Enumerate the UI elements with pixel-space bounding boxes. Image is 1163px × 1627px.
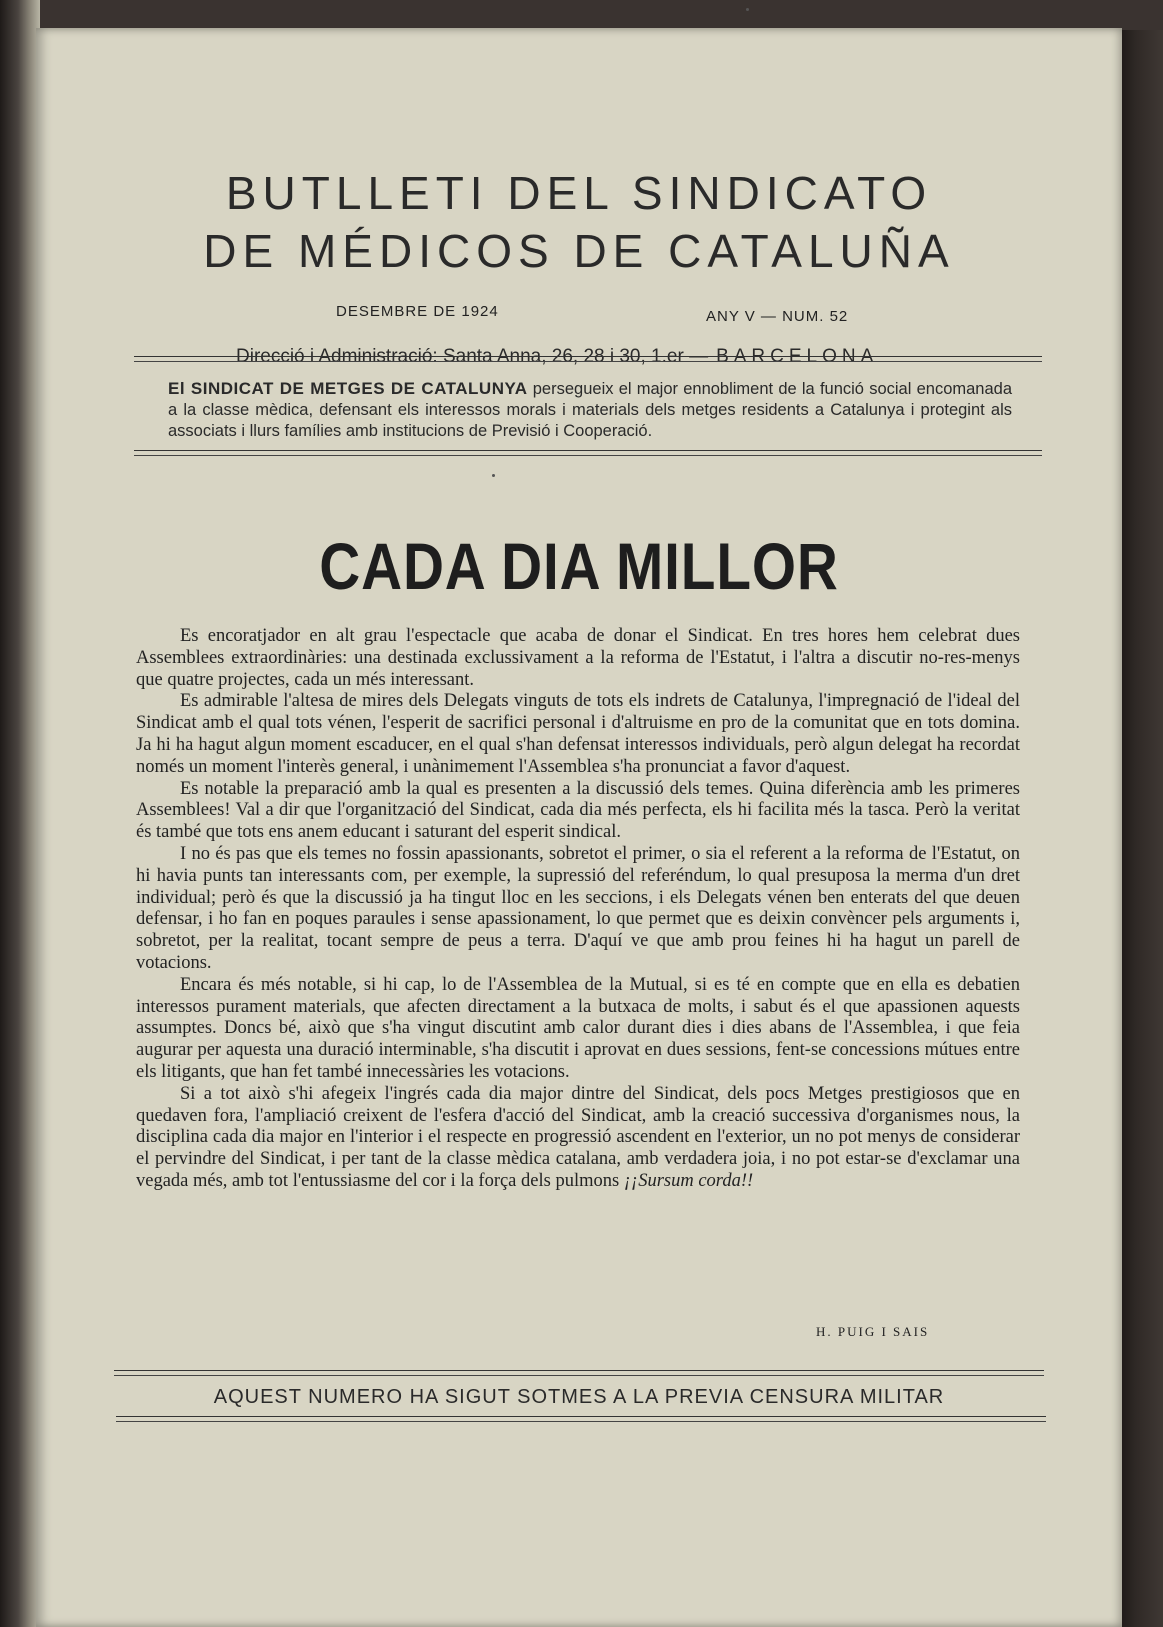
article-paragraph: I no és pas que els temes no fossin apassionants, sobretot el primer, o sia el referent a la reforma de l'Estatut, on hi havia punts tan interessants com, per exemple, la supressió del referéndum, lo qual presuposa la merma d'un dret individual; però és que la discussió ja ha tingut lloc en les seccions, i els Delegats vénen ben enterats del que deuen defensar, i ho fan en poques paraules i sense apassionament, lo que permet que es deixin convèncer pels arguments i, sobretot, per la realitat, tocant sempre de peus a terra. D'aquí ve que amb prou feines hi ha hagut un parell de votacions. bbox=[136, 843, 1020, 973]
article-paragraph: Es notable la preparació amb la qual es presenten a la discussió dels temes. Quina diferència amb les primeres Assemblees! Val a dir que l'organització del Sindicat, cada dia més perfecta, els hi facilita més la tasca. Però la veritat és també que tots ens anem educant i saturant del esperit sindical. bbox=[136, 778, 1020, 843]
newsletter-page bbox=[36, 28, 1122, 1627]
article-paragraph: Es encoratjador en alt grau l'espectacle que acaba de donar el Sindicat. En tres hores hem celebrat dues Assemblees extraordinàries: una destinada exclussivament a la reforma de l'Estatut, i l'altra a discutir no-res-menys que quatre projectes, cada un més interessant. bbox=[136, 626, 1020, 690]
divider-rule bbox=[114, 1370, 1044, 1371]
censorship-notice: AQUEST NUMERO HA SIGUT SOTMES A LA PREVIA CENSURA MILITAR bbox=[213, 1386, 945, 1408]
article-closing: ¡¡Sursum corda!! bbox=[623, 1170, 754, 1191]
mission-org-name: El SINDICAT DE METGES DE CATALUNYA bbox=[168, 379, 528, 398]
article-paragraph-text: Si a tot això s'hi afegeix l'ingrés cada dia major dintre del Sindicat, dels pocs Metges prestigiosos que en quedaven fora, l'ampliació creixent de l'esfera d'acció del Sindicat, amb la creació successiva d'organismes nous, la disciplina cada dia major en l'interior i el respecte en progressió ascendent en l'exterior, un no pot menys de considerar el pervindre del Sindicat, i per tant de la classe mèdica catalana, amb verdadera joia, i no pot estar-se d'exclamar una vegada més, amb tot l'entussiasme del cor i la força dels pulmons bbox=[136, 1083, 1020, 1191]
article-headline: CADA DIA MILLOR bbox=[319, 529, 839, 603]
divider-rule bbox=[134, 455, 1042, 456]
divider-rule bbox=[116, 1421, 1046, 1422]
issue-date: DESEMBRE DE 1924 bbox=[336, 303, 499, 320]
issue-number: ANY V — NUM. 52 bbox=[706, 308, 849, 325]
masthead-title-line-1: BUTLLETI DEL SINDICATO bbox=[225, 167, 933, 219]
mission-statement bbox=[168, 378, 1012, 442]
article-paragraph: Encara és més notable, si hi cap, lo de l'Assemblea de la Mutual, si es té en compte que en ella es debatien interessos purament materials, que afecten directament a la butxaca de molts, i sabut és el que apassionen aquests assumptes. Doncs bé, això que s'ha vingut discutint amb calor durant dies i dies abans de l'Assemblea, i que feia augurar per aquesta una duració interminable, s'ha discutit i aprovat en dues sessions, fent-se concessions mútues entre els litigants, que han fet també innecessàries les votacions. bbox=[136, 974, 1020, 1082]
divider-rule bbox=[134, 361, 1042, 362]
address-line bbox=[236, 346, 956, 368]
masthead-title-line-2: DE MÉDICOS DE CATALUÑA bbox=[203, 225, 955, 277]
speck bbox=[492, 474, 495, 477]
address-city: BARCELONA bbox=[716, 346, 879, 367]
divider-rule bbox=[116, 1416, 1046, 1417]
address-text: Direcció i Administració: Santa Anna, 26, 28 i 30, 1.er — bbox=[236, 346, 709, 367]
book-edge bbox=[1118, 30, 1163, 1627]
author-signature: H. PUIG I SAIS bbox=[816, 1324, 930, 1339]
article-body bbox=[136, 626, 1020, 1193]
article-paragraph-last bbox=[136, 1084, 1020, 1193]
divider-rule bbox=[114, 1375, 1044, 1376]
mission-text: persegueix el major ennobliment de la funció social encomanada a la classe mèdica, defensant els interessos morals i materials dels metges residents a Catalunya i protegint als associats i llurs famílies amb institucions de Previsió i Cooperació. bbox=[168, 380, 1012, 440]
book-spine bbox=[0, 0, 40, 1627]
divider-rule bbox=[134, 356, 1042, 357]
article-paragraph: Es admirable l'altesa de mires dels Delegats vinguts de tots els indrets de Catalunya, l'impregnació de l'ideal del Sindicat amb el qual tots vénen, l'esperit de sacrifici personal i d'altruisme en pro de la comunitat que en tots domina. Ja hi ha hagut algun moment escaducer, en el qual s'han defensat interessos individuals, però algun delegat ha recordat només un moment l'interès general, i unànimement l'Assemblea s'ha pronunciat a favor d'aquest. bbox=[136, 691, 1020, 777]
divider-rule bbox=[134, 450, 1042, 451]
speck bbox=[746, 8, 749, 11]
